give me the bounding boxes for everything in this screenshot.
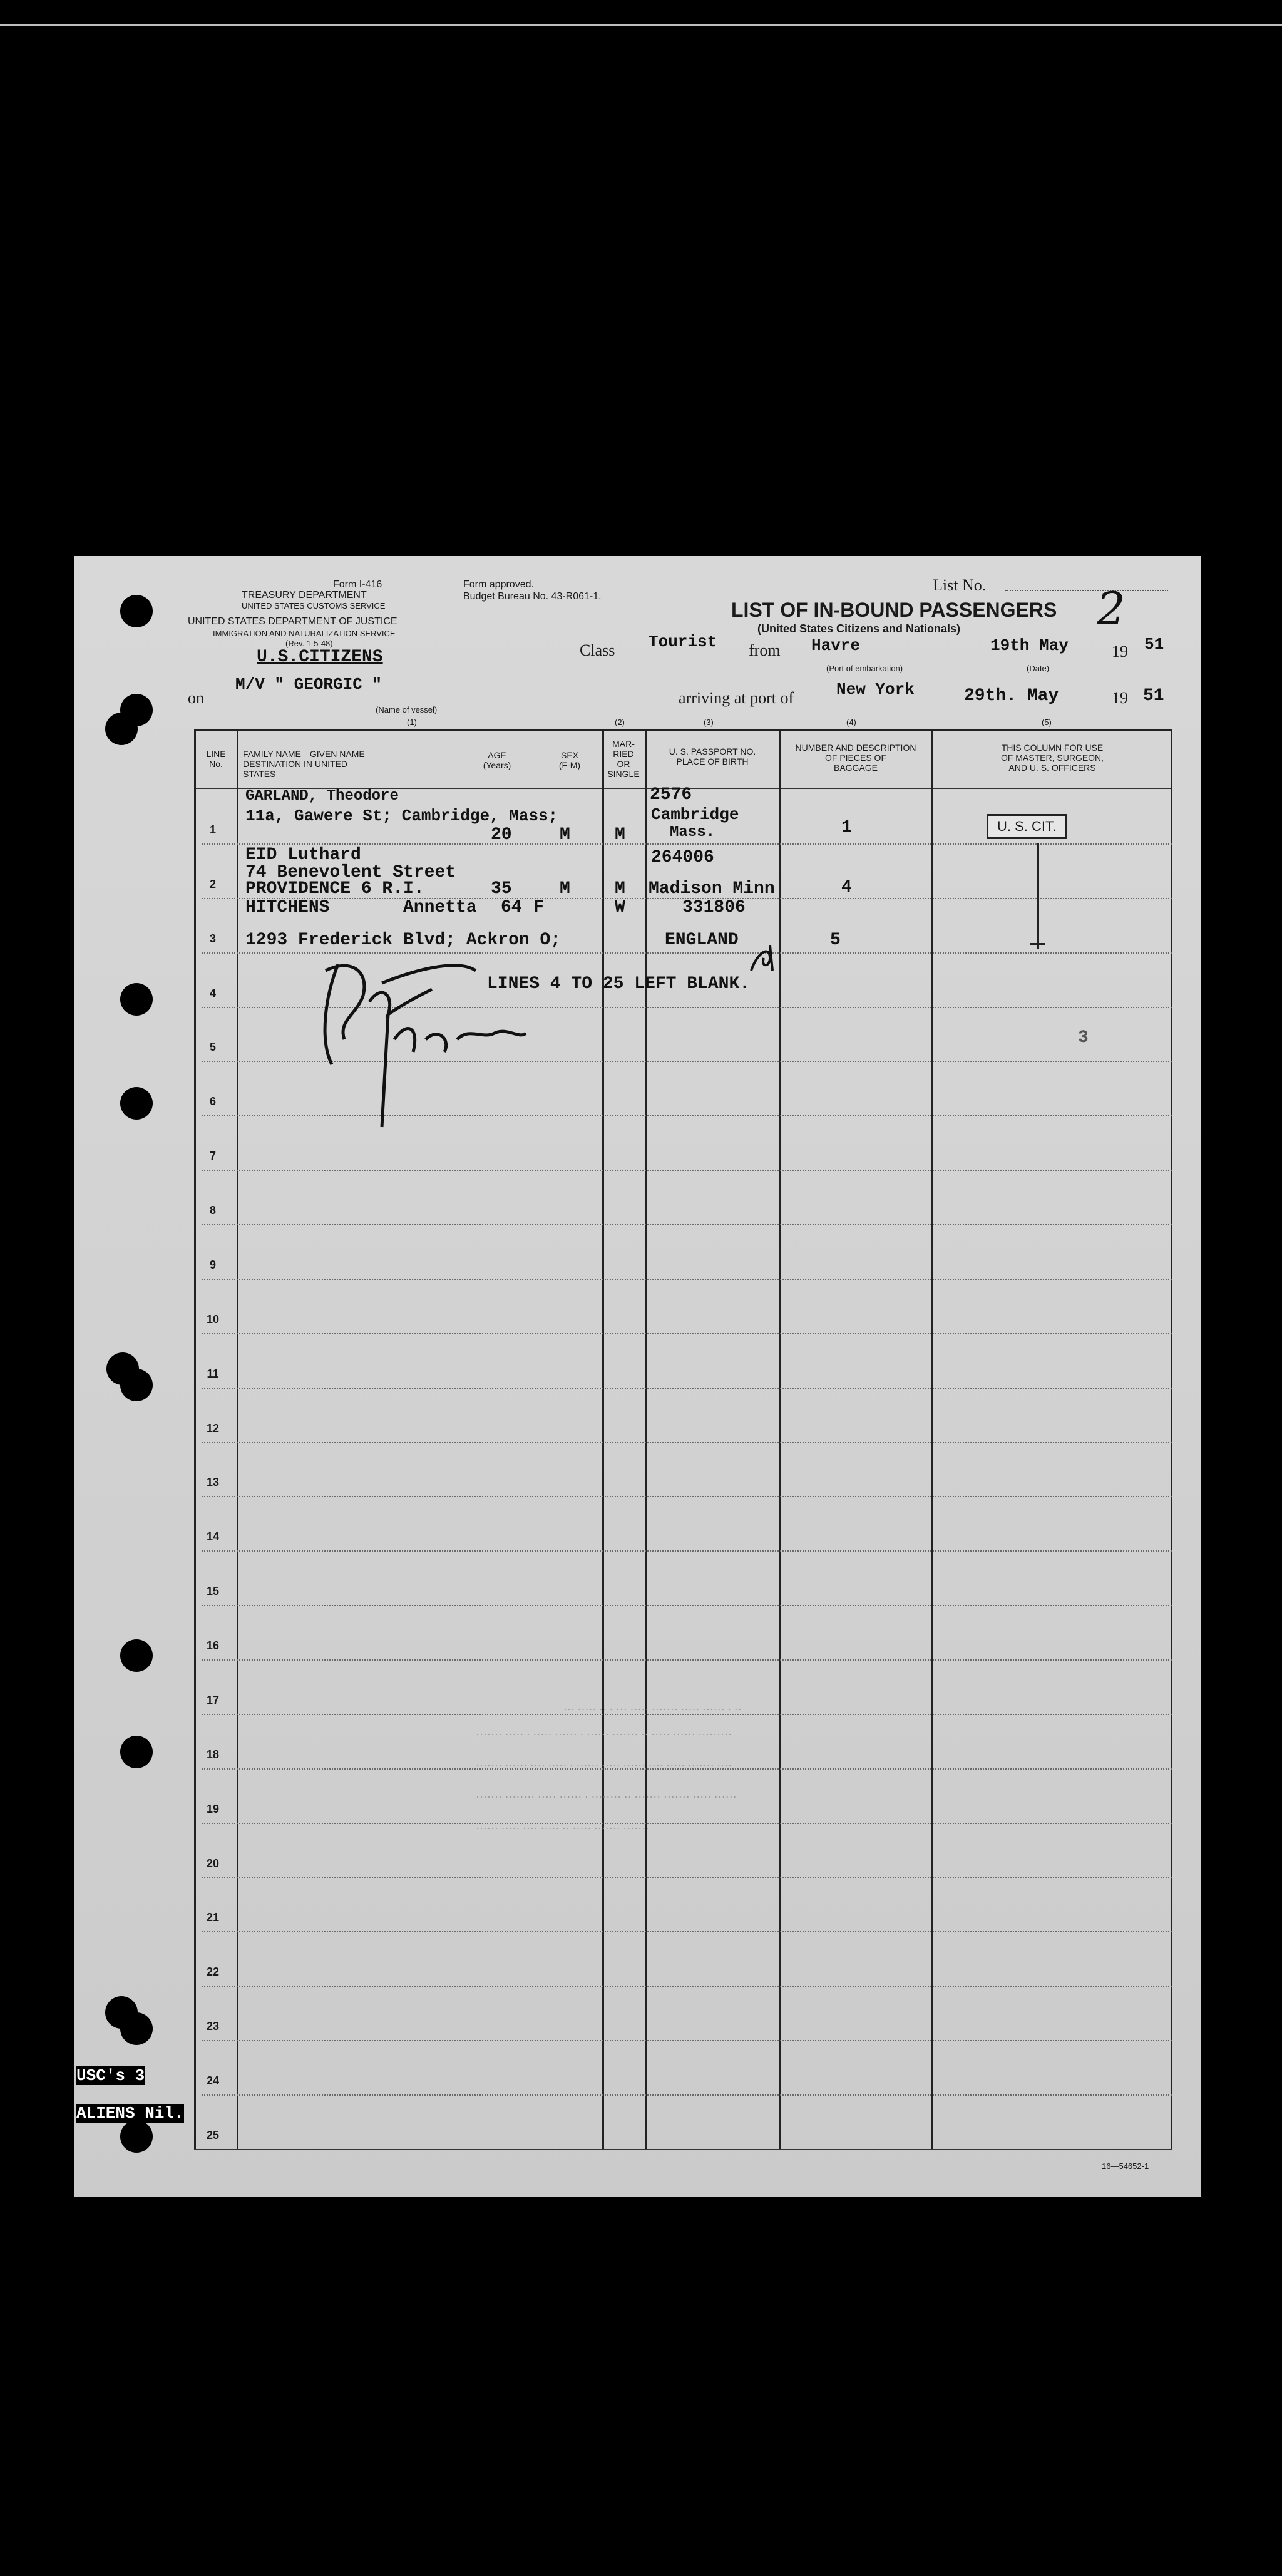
page-subtitle: (United States Citizens and Nationals) <box>757 622 961 635</box>
page-title: LIST OF IN-BOUND PASSENGERS <box>731 599 1057 621</box>
line-number: 6 <box>209 1095 216 1108</box>
column-number-3: (3) <box>704 718 714 727</box>
header-passport: U. S. PASSPORT NO. PLACE OF BIRTH <box>669 746 756 766</box>
class-value: Tourist <box>649 632 717 651</box>
entry-2-sex: M <box>560 879 570 899</box>
entry-2-baggage: 4 <box>841 878 852 897</box>
row-divider <box>202 1333 1172 1334</box>
line-number: 21 <box>206 1911 220 1924</box>
row-divider <box>202 1496 1172 1497</box>
entry-3-age: 64 <box>501 898 522 917</box>
list-number-label: List No. <box>933 576 987 594</box>
row-divider <box>202 1877 1172 1878</box>
stamp-bracket-foot <box>1030 943 1045 945</box>
punch-hole-icon <box>120 2120 153 2153</box>
entry-1-name: GARLAND, Theodore <box>245 788 399 805</box>
arriving-label: arriving at port of <box>679 689 794 707</box>
punch-hole-icon <box>120 1639 153 1672</box>
table-top-border <box>194 729 1172 731</box>
arrival-date: 29th. May <box>964 686 1059 706</box>
line-number: 22 <box>206 1965 220 1979</box>
budget-bureau-number: Budget Bureau No. 43-R061-1. <box>463 591 602 602</box>
header-married: MAR- RIED OR SINGLE <box>607 739 640 779</box>
scan-border-line <box>0 24 1282 26</box>
entry-3-address: 1293 Frederick Blvd; Ackron O; <box>245 930 562 950</box>
us-citizen-stamp: U. S. CIT. <box>987 814 1067 839</box>
line-number: 7 <box>209 1150 216 1163</box>
entry-3-passport: 331806 <box>682 898 746 917</box>
customs-service: UNITED STATES CUSTOMS SERVICE <box>242 601 386 611</box>
entry-1-birth: Cambridge <box>651 805 739 824</box>
entry-2-passport: 264006 <box>651 848 714 867</box>
revision-date: (Rev. 1-5-48) <box>285 639 333 648</box>
handwritten-signature-icon <box>313 945 538 1133</box>
row-divider <box>202 1388 1172 1389</box>
year2-prefix: 19 <box>1112 689 1128 707</box>
line-number: 19 <box>206 1802 220 1815</box>
line-number: 17 <box>206 1693 220 1706</box>
line-number: 15 <box>206 1585 220 1598</box>
punch-hole-icon <box>120 595 153 627</box>
line-number: 18 <box>206 1748 220 1761</box>
class-label: Class <box>580 641 615 659</box>
line-number: 10 <box>206 1312 220 1326</box>
table-left-border <box>194 729 196 2149</box>
vessel-caption: (Name of vessel) <box>376 705 438 714</box>
form-code: 16—54652-1 <box>1102 2161 1149 2171</box>
column-number-5: (5) <box>1042 718 1052 727</box>
row-divider <box>202 1170 1172 1171</box>
row-divider <box>202 843 1172 845</box>
punch-hole-icon <box>105 713 138 745</box>
entry-1-birth-2: Mass. <box>670 824 715 841</box>
entry-3-name: HITCHENS <box>245 898 330 917</box>
entry-2-address: 74 Benevolent Street <box>245 863 456 882</box>
date-caption: (Date) <box>1027 664 1050 673</box>
punch-hole-icon <box>120 2012 153 2045</box>
table-bottom-border <box>194 2149 1172 2150</box>
entry-2-birth: Madison Minn <box>649 879 775 899</box>
column-divider <box>237 729 238 2149</box>
vessel-name: M/V " GEORGIC " <box>235 675 382 694</box>
entry-1-baggage: 1 <box>841 818 852 837</box>
form-number: Form I-416 <box>333 579 382 590</box>
punch-hole-icon <box>120 983 153 1016</box>
column-number-1: (1) <box>407 718 417 727</box>
header-age: AGE (Years) <box>483 750 511 770</box>
line-number: 9 <box>209 1258 216 1271</box>
row-divider <box>202 2040 1172 2041</box>
entry-3-given: Annetta <box>403 898 477 917</box>
year1-suffix: 51 <box>1144 635 1164 654</box>
arrival-port: New York <box>836 680 915 699</box>
department-of-justice: UNITED STATES DEPARTMENT OF JUSTICE <box>188 616 397 627</box>
year1-prefix: 19 <box>1112 642 1128 661</box>
table-right-border <box>1171 729 1172 2149</box>
row-divider <box>202 1659 1172 1661</box>
entry-1-passport: 2576 <box>650 785 692 805</box>
row-divider <box>202 1931 1172 1932</box>
column-divider <box>602 729 604 2149</box>
header-sex: SEX (F-M) <box>558 750 581 770</box>
entry-3-sex: F <box>533 898 544 917</box>
header-officers: THIS COLUMN FOR USE OF MASTER, SURGEON, AND U. S. OFFICERS <box>1000 743 1104 773</box>
manifest-sheet <box>74 556 1201 2197</box>
line-number: 5 <box>209 1041 216 1054</box>
line-number: 16 <box>206 1639 220 1652</box>
line-number: 4 <box>209 986 216 999</box>
header-baggage: NUMBER AND DESCRIPTION OF PIECES OF BAGGAGE <box>795 743 916 773</box>
line-number: 25 <box>206 2129 220 2141</box>
form-approved: Form approved. <box>463 579 534 590</box>
column-number-2: (2) <box>615 718 625 727</box>
row-divider <box>202 1550 1172 1552</box>
row-divider <box>202 1224 1172 1225</box>
entry-2-married: M <box>615 879 625 899</box>
punch-hole-icon <box>120 1369 153 1401</box>
entry-1-married: M <box>615 825 625 845</box>
from-label: from <box>749 641 781 659</box>
column-divider <box>931 729 933 2149</box>
embarkation-date: 19th May <box>990 636 1069 655</box>
line-number: 13 <box>206 1476 220 1489</box>
column-divider <box>645 729 647 2149</box>
entry-1-sex: M <box>560 825 570 845</box>
line-number: 8 <box>209 1204 216 1217</box>
entry-2-address-2: PROVIDENCE 6 R.I. <box>245 879 424 899</box>
port-embarkation-caption: (Port of embarkation) <box>826 664 903 673</box>
entry-3-baggage: 5 <box>830 930 841 950</box>
blank-lines-note: LINES 4 TO 25 LEFT BLANK. <box>487 974 751 994</box>
entry-2-age: 35 <box>491 879 512 899</box>
entry-1-age: 20 <box>491 825 512 845</box>
year2-suffix: 51 <box>1143 686 1164 706</box>
line-number: 3 <box>209 932 216 945</box>
line-number: 14 <box>206 1530 220 1543</box>
embarkation-port: Havre <box>811 636 861 655</box>
entry-2-name: EID Luthard <box>245 845 361 865</box>
punch-hole-icon <box>120 1087 153 1120</box>
list-number-line <box>1005 590 1168 591</box>
us-citizen-tally: USC's 3 <box>76 2066 145 2085</box>
ins-service: IMMIGRATION AND NATURALIZATION SERVICE <box>213 629 396 638</box>
line-number: 2 <box>209 877 216 890</box>
line-number: 20 <box>206 1857 220 1870</box>
row-divider <box>202 1986 1172 1987</box>
column-number-4: (4) <box>846 718 856 727</box>
handwritten-initial-icon <box>745 939 782 977</box>
typed-category: U.S.CITIZENS <box>257 647 383 667</box>
list-number-value: 2 <box>1097 582 1126 635</box>
row-divider <box>202 1442 1172 1443</box>
row-divider <box>202 2094 1172 2096</box>
line-number: 11 <box>207 1367 219 1380</box>
stamp-bracket-line <box>1037 843 1039 949</box>
stamp-count: 3 <box>1078 1028 1089 1048</box>
line-number: 12 <box>206 1421 220 1435</box>
row-divider <box>202 1605 1172 1606</box>
line-number: 23 <box>206 2020 220 2033</box>
line-number: 24 <box>206 2074 220 2088</box>
aliens-tally: ALIENS Nil. <box>76 2104 184 2123</box>
header-name: FAMILY NAME—GIVEN NAME DESTINATION IN UNITED STATES <box>243 749 365 779</box>
punch-hole-icon <box>120 1736 153 1768</box>
row-divider <box>202 1279 1172 1280</box>
line-number: 1 <box>209 823 216 836</box>
entry-3-married: W <box>615 898 625 917</box>
row-divider <box>202 1823 1172 1824</box>
header-line-no: LINE No. <box>206 749 226 769</box>
on-label: on <box>188 689 204 707</box>
entry-3-birth: ENGLAND <box>665 930 739 950</box>
entry-1-address: 11a, Gawere St; Cambridge, Mass; <box>245 806 558 825</box>
treasury-department: TREASURY DEPARTMENT <box>242 590 367 600</box>
